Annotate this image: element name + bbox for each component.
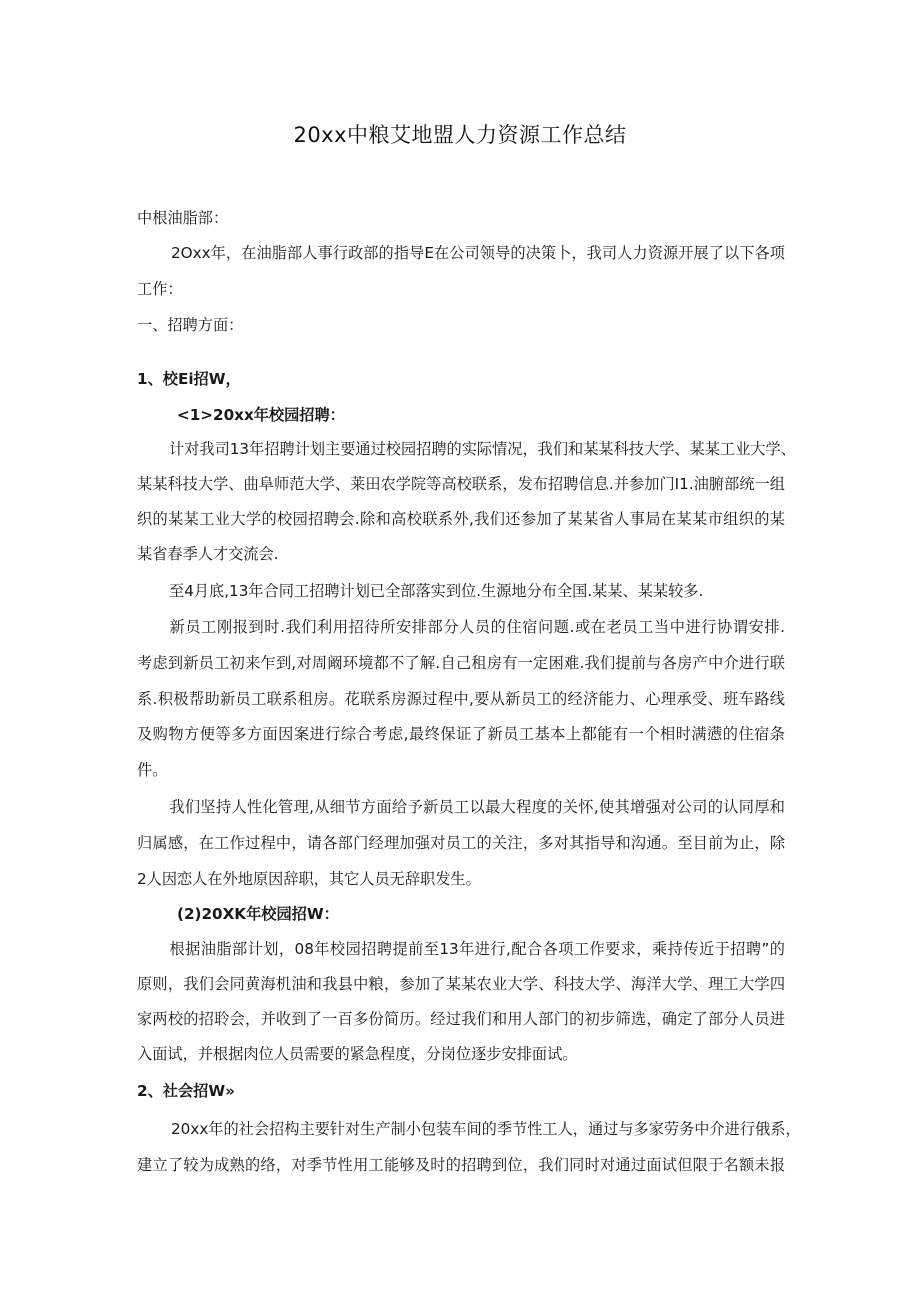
- item-heading-campus-1: <1>20xx年校园招聘：: [177, 406, 345, 424]
- subsection-heading-social: 2、社会招W»: [137, 1082, 235, 1100]
- paragraph-line: 某某科技大学、曲阜师范大学、莱田农学院等高校联系，发布招聘信息.并参加门I1.油腑部统一组: [137, 475, 785, 493]
- paragraph-line: 建立了较为成熟的络，对季节性用工能够及时的招聘到位，我们同时对通过面试但限于名额未报: [137, 1156, 785, 1174]
- intro-line-1: 2Oxx年，在油脂部人事行政部的指导E在公司领导的决策卜，我司人力资源开展了以下各项: [171, 244, 785, 262]
- paragraph-line: 原则，我们会同黄海机油和我县中粮，参加了某某农业大学、科技大学、海洋大学、理工大学四: [137, 975, 785, 993]
- paragraph-line: 新员工刚报到时.我们利用招待所安排部分人员的住宿问题.或在老员工当中进行协谓安排.: [169, 618, 785, 636]
- paragraph-line: 件。: [137, 761, 168, 779]
- paragraph-line: 织的某某工业大学的校园招聘会.除和高校联系外,我们还参加了某某省人事局在某某市组织的某: [137, 510, 785, 528]
- addressee: 中根油脂部：: [137, 209, 229, 227]
- paragraph-line: 20xx年的社会招构主要针对生产制小包装车间的季节性工人，通过与多家劳务中介进行俄系，: [171, 1120, 801, 1138]
- item-heading-campus-2: (2)20XK年校园招W：: [177, 905, 339, 923]
- paragraph-line: 及购物方便等多方面因案进行综合考虑,最终保证了新员工基本上都能有一个相时满懑的住宿条: [137, 725, 785, 743]
- paragraph-line: 计对我司13年招聘计划主要通过校园招聘的实际情况，我们和某某科技大学、某某工业大学、: [169, 440, 796, 458]
- subsection-heading-campus: 1、校Ei招W，: [137, 370, 241, 388]
- intro-line-2: 工作：: [137, 280, 183, 298]
- paragraph-line: 某省春季人才交流会.: [137, 545, 279, 563]
- paragraph-line: 入面试，并根据肉位人员需要的紧急程度，分岗位逐步安排面试。: [137, 1045, 578, 1063]
- paragraph-line: 根据油脂部计划，08年校园招聘提前至13年进行,配合各项工作要求，乘持传近于招聘”的: [169, 940, 785, 958]
- paragraph-line: 至4月底,13年合同工招聘计划已全部落实到位.生源地分布全国.某某、某某较多.: [169, 582, 704, 600]
- paragraph-line: 系.积极帮助新员工联系租房。花联系房源过程中,要从新员工的经济能力、心理承受、班车路线: [137, 690, 785, 708]
- paragraph-line: 2人因恋人在外地原因辞职，其它人员无辞职发生。: [137, 870, 481, 888]
- document-title: 20xx中粮艾地盟人力资源工作总结: [293, 123, 627, 147]
- section-heading-recruitment: 一、招聘方面：: [137, 316, 244, 334]
- paragraph-line: 我们坚持人性化管理,从细节方面给予新员工以最大程度的关怀,使其增强对公司的认同厚和: [169, 798, 785, 816]
- paragraph-line: 考虑到新员工初来乍到,对周阚环境都不了解.自己租房有一定困难.我们提前与各房产中介进行联: [137, 654, 785, 672]
- paragraph-line: 归属感，在工作过程中，请各部门经理加强对员工的关注，多对其指导和沟通。至目前为止，除: [137, 834, 785, 852]
- paragraph-line: 家两校的招聆会，并收到了一百多份简历。经过我们和用人部门的初步筛选，确定了部分人员进: [137, 1010, 785, 1028]
